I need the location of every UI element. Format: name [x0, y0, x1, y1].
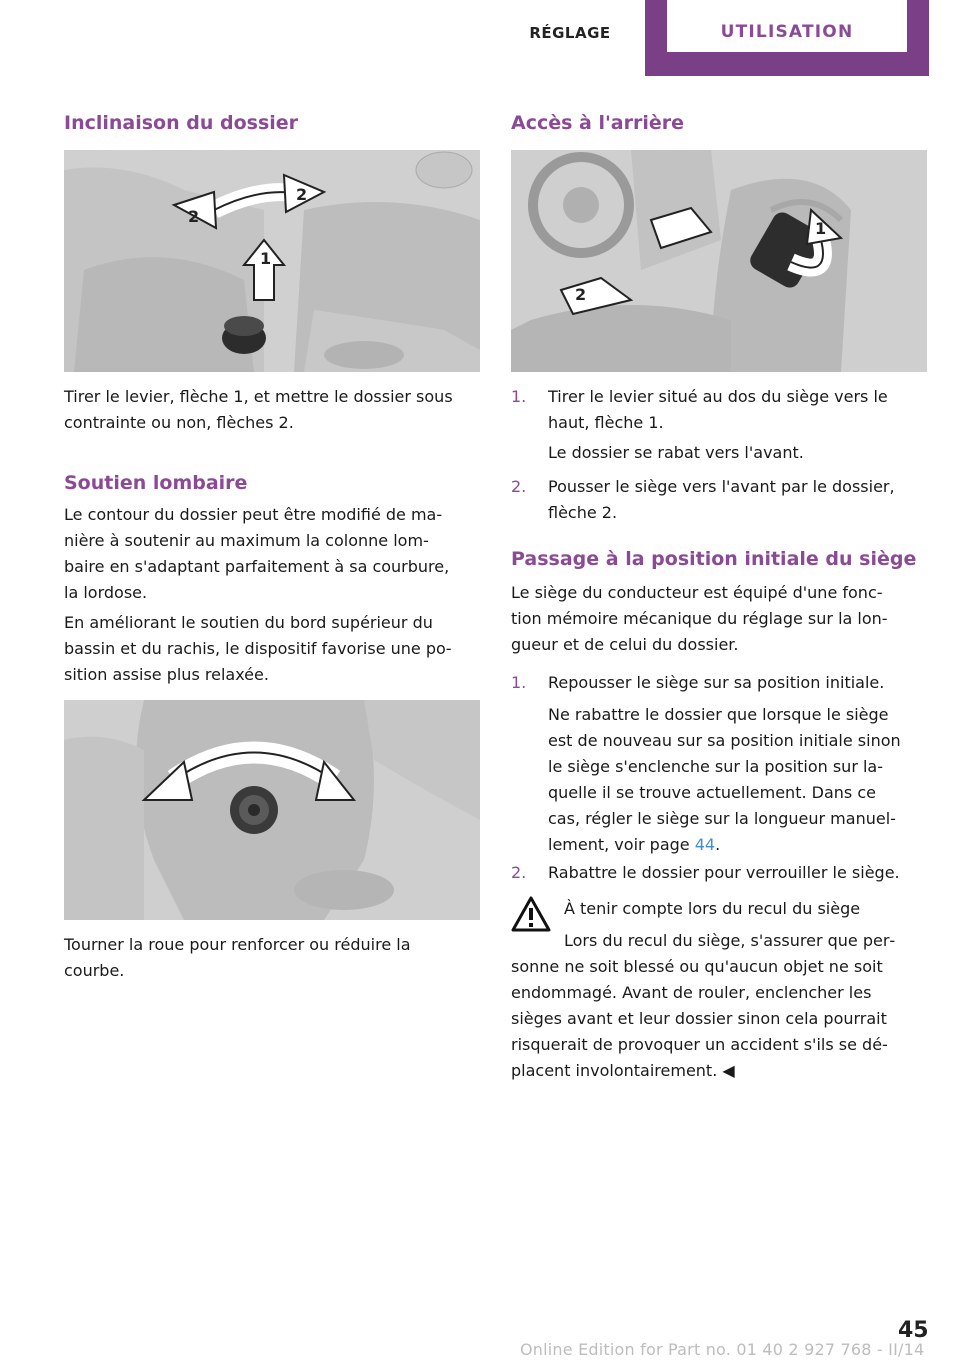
step-text: Rabattre le dossier pour verrouiller le siège.: [548, 863, 900, 882]
fig1-label-2b: 2: [296, 185, 308, 204]
paragraph-lombaire-1: Le contour du dossier peut être modifié de ma‐ nière à soutenir au maximum la colonne lom‐ baire en s'adaptant parfaitement à sa courbure, la lordose.: [64, 505, 450, 602]
page-link-44[interactable]: 44: [694, 835, 716, 854]
title-soutien-lombaire: Soutien lombaire: [64, 472, 248, 494]
title-acces-arriere: Accès à l'arrière: [511, 112, 685, 134]
warning-line-1: Lors du recul du siège, s'assurer que per‐: [564, 931, 896, 950]
step-number: 2.: [511, 477, 527, 496]
warning-triangle-icon: [511, 896, 551, 932]
chapter-tab-inner: [667, 0, 907, 52]
fig3-label-2: 2: [575, 285, 587, 304]
step-number: 1.: [511, 387, 527, 406]
step-text: Tirer le levier situé au dos du siège vers le haut, flèche 1.: [548, 387, 888, 432]
figure-lumbar-knob: [64, 700, 480, 920]
rear-access-illustration: [511, 150, 927, 372]
caption-inclinaison: Tirer le levier, flèche 1, et mettre le dossier sous contrainte ou non, flèches 2.: [64, 387, 453, 432]
title-position-initiale: Passage à la position initiale du siège: [511, 548, 917, 570]
paragraph-lombaire-2: En améliorant le soutien du bord supérieur du bassin et du rachis, le dispositif favorise une po‐ sition assise plus relaxée.: [64, 613, 452, 684]
chapter-label: UTILISATION: [720, 22, 854, 42]
edition-text: Online Edition for Part no. 01 40 2 927 768 - II/14: [520, 1340, 925, 1359]
paragraph-position-initiale: Le siège du conducteur est équipé d'une fonc‐ tion mémoire mécanique du réglage sur la lon‐ gueur et de celui du dossier.: [511, 583, 888, 654]
fig3-label-1: 1: [815, 219, 827, 238]
warning-title: À tenir compte lors du recul du siège: [564, 899, 861, 918]
step-number: 2.: [511, 863, 527, 882]
fig1-label-1: 1: [260, 249, 272, 268]
step-result: Le dossier se rabat vers l'avant.: [548, 443, 804, 462]
step-number: 1.: [511, 673, 527, 692]
warning-body: sonne ne soit blessé ou qu'aucun objet ne soit endommagé. Avant de rouler, enclencher les sièges avant et leur dossier sinon cela pourrait risquerait de provoquer un accident s'ils se dé‐ placent involontairement. ◀: [511, 957, 888, 1080]
figure-backrest-lever: [64, 150, 480, 372]
step-detail: Ne rabattre le dossier que lorsque le siège est de nouveau sur sa position initiale sinon le siège s'enclenche sur la position sur la‐ quelle il se trouve actuellement. Dans ce cas, régler le siège sur la longueur manuel‐ lement, voir page 44.: [548, 705, 901, 854]
footer: [0, 1330, 960, 1360]
section-label: RÉGLAGE: [529, 24, 611, 42]
figure-rear-access: [511, 150, 927, 372]
lumbar-knob-illustration: [64, 700, 480, 920]
fig1-label-2a: 2: [188, 207, 200, 226]
title-inclinaison: Inclinaison du dossier: [64, 112, 299, 134]
backrest-lever-illustration: [64, 150, 480, 372]
step-text: Repousser le siège sur sa position initiale.: [548, 673, 885, 692]
step-text: Pousser le siège vers l'avant par le dossier, flèche 2.: [548, 477, 895, 522]
chapter-tab[interactable]: [645, 0, 929, 76]
page-number: 45: [898, 1318, 929, 1343]
caption-lombaire: Tourner la roue pour renforcer ou réduire la courbe.: [64, 935, 411, 980]
